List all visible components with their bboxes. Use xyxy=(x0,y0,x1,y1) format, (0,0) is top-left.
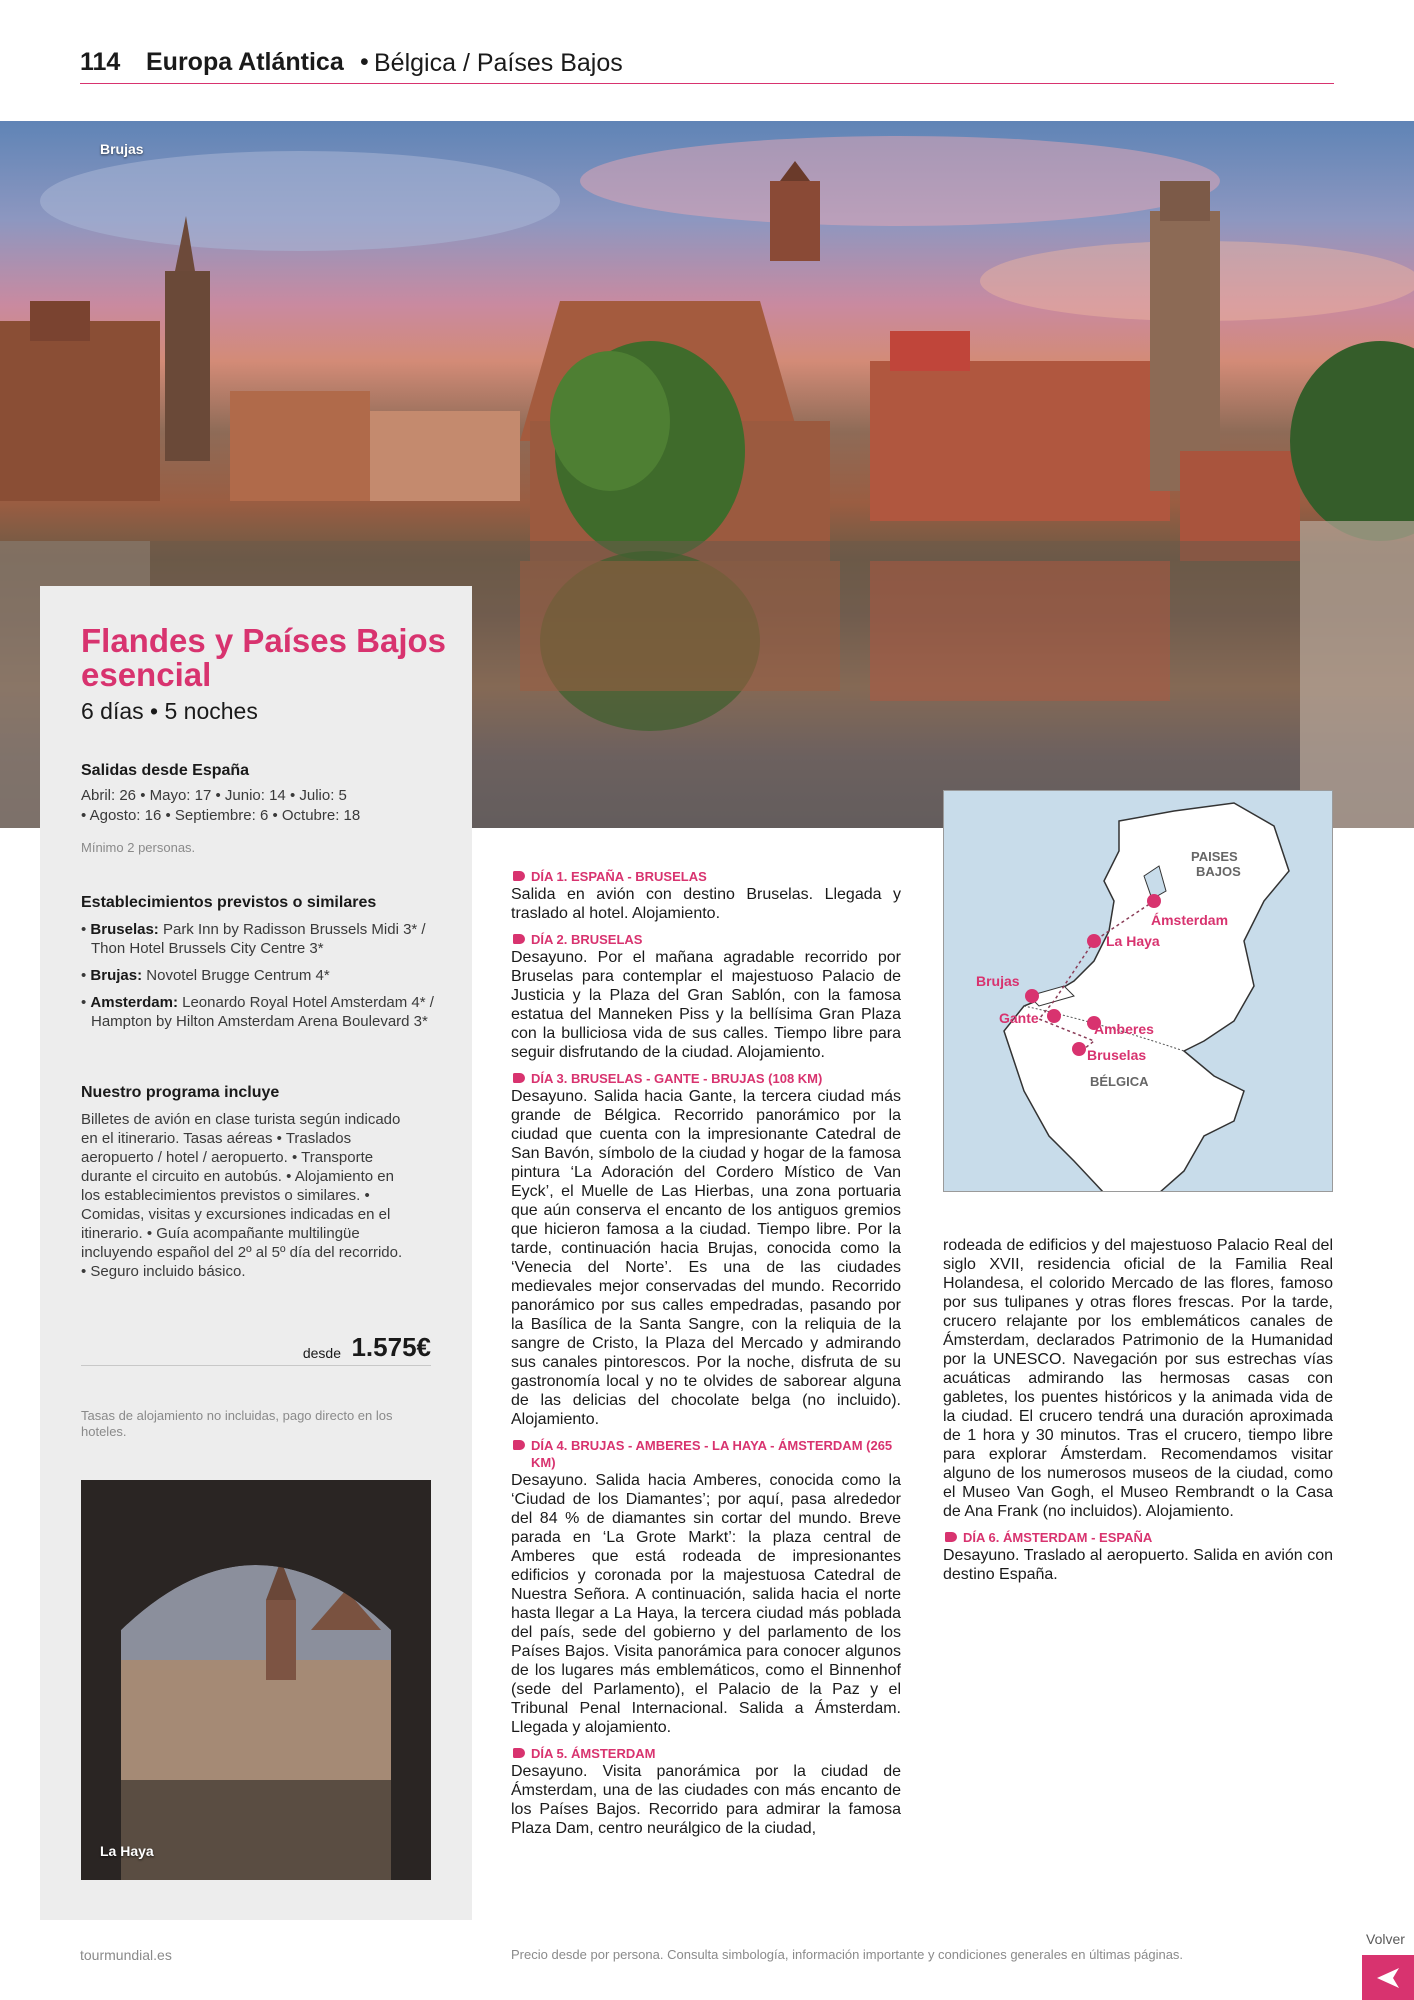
itinerary-day-4 xyxy=(511,1437,901,1737)
city-label-bruselas: Bruselas xyxy=(1087,1047,1147,1063)
itinerary-column-1 xyxy=(511,868,901,1846)
lodging-tax-note: Tasas de alojamiento no incluidas, pago directo en los hoteles. xyxy=(81,1408,393,1439)
hotel-name: Park Inn by Radisson Brussels Midi 3* / Thon Hotel Brussels City Centre 3* xyxy=(91,921,426,957)
day-title: DÍA 3. BRUSELAS - GANTE - BRUJAS (108 KM) xyxy=(511,1070,901,1087)
day-text: Desayuno. Traslado al aeropuerto. Salida en avión con destino España. xyxy=(943,1547,1333,1583)
la-haya-photo xyxy=(81,1480,431,1880)
header-separator: • xyxy=(360,48,369,76)
itinerary-day-1 xyxy=(511,868,901,923)
itinerary-day-6 xyxy=(943,1529,1333,1584)
city-label-amsterdam: Ámsterdam xyxy=(1151,912,1229,928)
hotel-city: Amsterdam: xyxy=(90,994,178,1011)
region-title: Europa Atlántica xyxy=(146,48,344,76)
map-marker-gante xyxy=(1047,1009,1061,1023)
city-label-brujas: Brujas xyxy=(976,973,1020,989)
countries-title: Bélgica / Países Bajos xyxy=(374,49,623,77)
departures-heading: Salidas desde España xyxy=(81,762,250,779)
departures-line-1: Abril: 26 • Mayo: 17 • Junio: 14 • Julio: 5 xyxy=(81,787,347,804)
price-row xyxy=(81,1332,431,1366)
page-number: 114 xyxy=(80,48,121,76)
day-text: rodeada de edificios y del majestuoso Palacio Real del siglo XVII, residencia oficial de la Familia Real Holandesa, el colorido Mercado de las flores, famoso por sus tulipanes y otras flores frescas. Por la tarde, crucero relajante por los emblemáticos canales de Ámsterdam, declarados Patrimonio de la Humanidad por la UNESCO. Navegación por sus estrechas vías acuáticas admirando las hermosas casas con gabletes, los puentes históricos y la animada vida de la ciudad. El crucero tendrá una duración aproximada de 1 hora y 30 minutos. Tras el crucero, tiempo libre para explorar Ámsterdam. Recomendamos visitar alguno de los numerosos museos de la ciudad, como el Museo Van Gogh, el Museo Rembrandt o la Casa de Ana Frank (no incluidos). Alojamiento. xyxy=(943,1237,1333,1520)
itinerary-day-3 xyxy=(511,1070,901,1429)
day-text: Desayuno. Salida hacia Gante, la tercera ciudad más grande de Bélgica. Recorrido panorámico por la ciudad que cuenta con la impresionante Catedral de San Bavón, símbolo de la ciudad y hogar de la famosa pintura ‘La Adoración del Cordero Místico de Van Eyck’, el Muelle de Las Hierbas, una zona portuaria que aún conserva el encanto de los antiguos gremios que hicieron famosa a la ciudad. Tiempo libre. Por la tarde, continuación hacia Brujas, conocida como la ‘Venecia del Norte’. Es una de las ciudades medievales mejor conservadas del mundo. Recorrido panorámico por sus calles empedradas, pasando por la Basílica de la Santa Sangre, con la reliquia de la sangre de Cristo, la Plaza del Mercado y admirando sus canales pintorescos. Por la noche, disfruta de su gastronomía local y no te olvides de saborear alguna de las delicias del chocolate belga (no incluido). Alojamiento. xyxy=(511,1088,901,1428)
page-header xyxy=(80,44,1334,84)
route-map xyxy=(943,790,1333,1192)
hotels-list xyxy=(81,920,451,1039)
price-label: desde xyxy=(302,1345,341,1361)
itinerary-day-5 xyxy=(511,1745,901,1838)
map-marker-bruselas xyxy=(1072,1042,1086,1056)
city-label-gante: Gante xyxy=(999,1010,1039,1026)
minimum-note: Mínimo 2 personas. xyxy=(81,840,196,855)
back-label[interactable]: Volver xyxy=(1366,1931,1405,1947)
map-graphic xyxy=(944,791,1333,1192)
itinerary-column-2 xyxy=(943,1236,1333,1592)
hero-caption: Brujas xyxy=(100,141,144,157)
price-value: 1.575€ xyxy=(351,1332,431,1362)
tour-duration: 6 días • 5 noches xyxy=(81,698,258,724)
map-marker-brujas xyxy=(1025,989,1039,1003)
hotel-name: Novotel Brugge Centrum 4* xyxy=(146,967,330,984)
day-title: DÍA 1. ESPAÑA - BRUSELAS xyxy=(511,868,901,885)
hotel-item: • Brujas: Novotel Brugge Centrum 4* xyxy=(81,967,330,984)
day-text: Desayuno. Visita panorámica por la ciudad de Ámsterdam, una de las ciudades con más encanto de los Países Bajos. Recorrido para admirar la famosa Plaza Dam, centro neurálgico de la ciudad, xyxy=(511,1763,901,1837)
city-label-la-haya: La Haya xyxy=(1106,933,1160,949)
itinerary-day-2 xyxy=(511,931,901,1062)
site-link[interactable]: tourmundial.es xyxy=(80,1947,172,1963)
day-text: Desayuno. Salida hacia Amberes, conocida como la ‘Ciudad de los Diamantes’; por aquí, pasa alrededor del 84 % de diamantes sin cortar del mundo. Breve parada en ‘La Grote Markt’: la plaza central de Amberes que está rodeada de impresionantes edificios y coronada por la majestuosa Catedral de Nuestra Señora. A continuación, salida hacia el norte hasta llegar a La Haya, la tercera ciudad más poblada del país, sede del gobierno y del parlamento de los Países Bajos. Visita panorámica para conocer algunos de los lugares más emblemáticos, como el Binnenhof (sede del Parlamento), el Palacio de la Paz y el Tribunal Penal Internacional. Salida a Ámsterdam. Llegada y alojamiento. xyxy=(511,1472,901,1736)
day-title: DÍA 5. ÁMSTERDAM xyxy=(511,1745,901,1762)
itinerary-day-5-continued xyxy=(943,1236,1333,1521)
includes-text: Billetes de avión en clase turista según indicado en el itinerario. Tasas aéreas • Traslados aeropuerto / hotel / aeropuerto. • Transporte durante el circuito en autobús. • Alojamiento en los establecimientos previstos o similares. • Comidas, visitas y excursiones indicadas en el itinerario. • Guía acompañante multilingüe incluyendo español del 2º al 5º día del recorrido. • Seguro incluido básico. xyxy=(81,1111,403,1280)
hotels-heading: Establecimientos previstos o similares xyxy=(81,894,377,911)
hotel-item: • Amsterdam: Leonardo Royal Hotel Amsterdam 4* / Hampton by Hilton Amsterdam Arena Boulevard 3* xyxy=(81,994,434,1030)
la-haya-illustration xyxy=(81,1480,431,1880)
country-label-be: BÉLGICA xyxy=(1090,1074,1149,1089)
country-label-nl-2: BAJOS xyxy=(1196,864,1241,879)
day-text: Salida en avión con destino Bruselas. Llegada y traslado al hotel. Alojamiento. xyxy=(511,886,901,922)
includes-heading: Nuestro programa incluye xyxy=(81,1084,280,1101)
back-button[interactable] xyxy=(1362,1955,1414,2000)
hotel-item: • Bruselas: Park Inn by Radisson Brussels Midi 3* / Thon Hotel Brussels City Centre 3* xyxy=(81,921,426,957)
country-label-nl: PAISES xyxy=(1191,849,1238,864)
footer-disclaimer: Precio desde por persona. Consulta simbología, información importante y condiciones generales en últimas páginas. xyxy=(511,1947,1184,1962)
day-text: Desayuno. Por el mañana agradable recorrido por Bruselas para contemplar el majestuoso Palacio de Justicia y la Plaza del Gran Sablón, con la famosa estatua del Manneken Piss y la bellísima Gran Plaza con la bulliciosa vida de sus calles. Tiempo libre para seguir disfrutando de la ciudad. Alojamiento. xyxy=(511,949,901,1061)
departures-line-2: • Agosto: 16 • Septiembre: 6 • Octubre: 18 xyxy=(81,807,361,824)
city-label-amberes: Amberes xyxy=(1094,1021,1154,1037)
map-marker-la-haya xyxy=(1087,934,1101,948)
tour-info-panel xyxy=(40,586,472,1920)
day-title: DÍA 2. BRUSELAS xyxy=(511,931,901,948)
tour-title: Flandes y Países Bajos esencial xyxy=(81,622,447,693)
day-title: DÍA 6. ÁMSTERDAM - ESPAÑA xyxy=(943,1529,1333,1546)
hotel-name: Leonardo Royal Hotel Amsterdam 4* / Hampton by Hilton Amsterdam Arena Boulevard 3* xyxy=(91,994,434,1030)
thumb-caption: La Haya xyxy=(100,1843,154,1859)
arrow-left-icon xyxy=(1375,1966,1401,1990)
hotel-city: Bruselas: xyxy=(90,921,159,938)
day-title: DÍA 4. BRUJAS - AMBERES - LA HAYA - ÁMSTERDAM (265 KM) xyxy=(511,1437,901,1471)
hotel-city: Brujas: xyxy=(90,967,143,984)
map-marker-amsterdam xyxy=(1147,894,1161,908)
